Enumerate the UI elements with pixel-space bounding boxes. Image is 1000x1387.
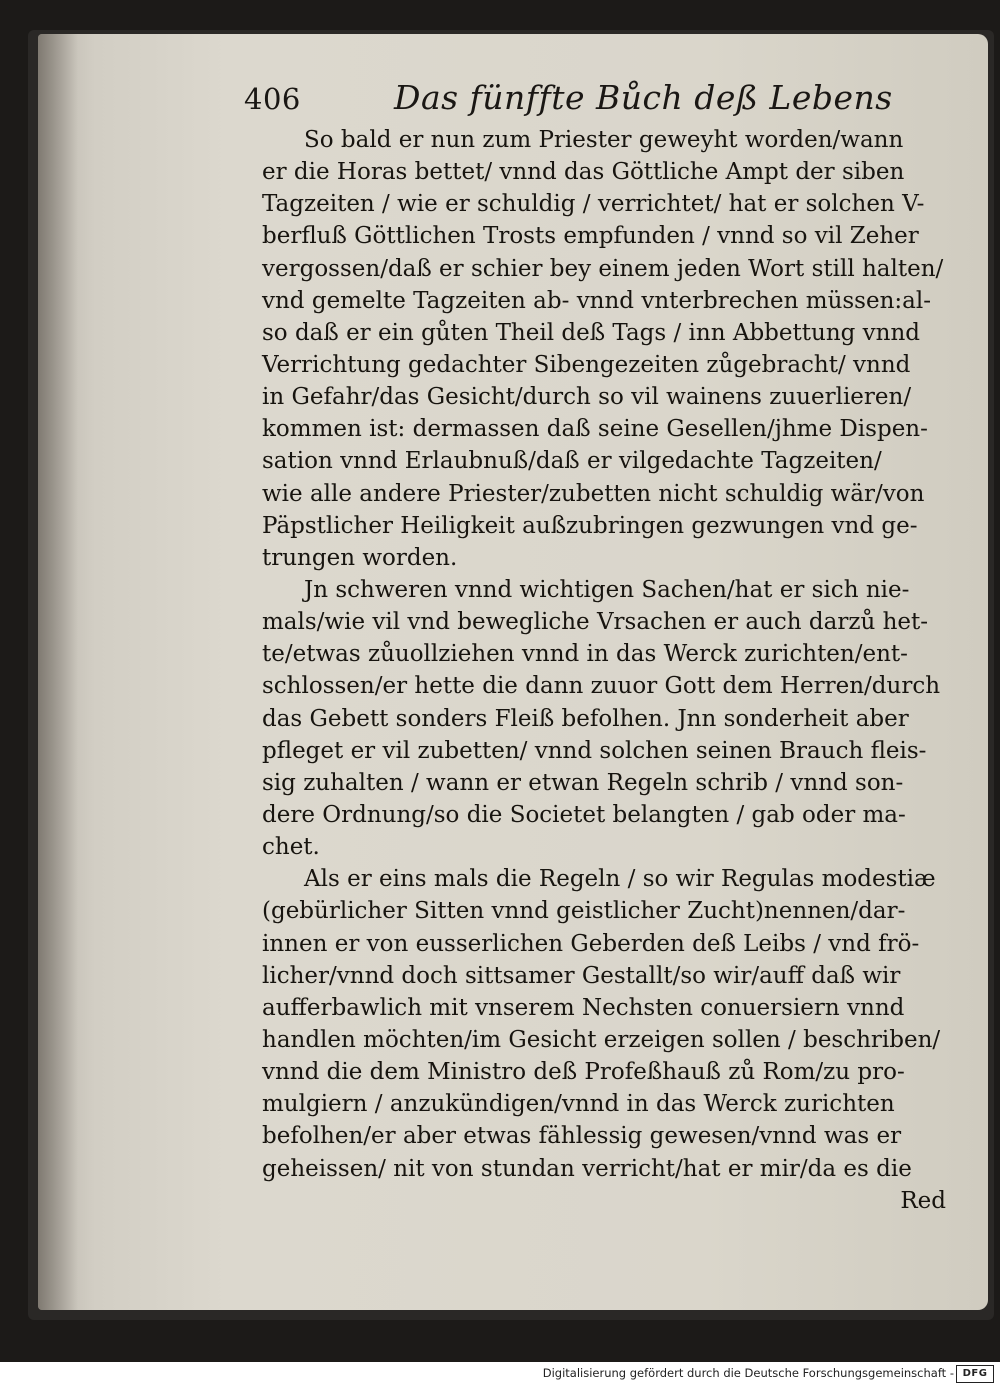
text-line: das Gebett sonders Fleiß befolhen. Jnn sonderheit aber — [262, 705, 909, 732]
text-line: pfleget er vil zubetten/ vnnd solchen seinen Brauch fleis- — [262, 737, 927, 764]
text-line: geheissen/ nit von stundan verricht/hat er mir/da es die — [262, 1155, 912, 1182]
text-line: schlossen/er hette die dann zuuor Gott dem Herren/durch — [262, 673, 941, 700]
text-line: berfluß Göttlichen Trosts empfunden / vnnd so vil Zeher — [262, 223, 919, 250]
text-line: wie alle andere Priester/zubetten nicht schuldig wär/von — [262, 480, 925, 507]
text-line: mulgiern / anzukündigen/vnnd in das Werck zurichten — [262, 1091, 895, 1118]
text-line: vnnd die dem Ministro deß Profeßhauß zů Rom/zu pro- — [262, 1059, 905, 1086]
funding-credit: Digitalisierung gefördert durch die Deutsche Forschungsgemeinschaft - — [542, 1366, 954, 1380]
text-line: So bald er nun zum Priester geweyht worden/wann — [304, 127, 904, 153]
text-line: Tagzeiten / wie er schuldig / verrichtet/ hat er solchen V- — [262, 191, 925, 218]
text-line: innen er von eusserlichen Geberden deß Leibs / vnd frö- — [262, 930, 920, 957]
page-number: 406 — [244, 82, 301, 116]
text-line: kommen ist: dermassen daß seine Gesellen/jhme Dispen- — [262, 416, 928, 443]
text-line: in Gefahr/das Gesicht/durch so vil wainens zuuerlieren/ — [262, 384, 912, 411]
text-line: (gebürlicher Sitten vnnd geistlicher Zucht)nennen/dar- — [262, 898, 906, 925]
catchword: Red — [900, 1187, 946, 1214]
body-text — [262, 124, 946, 1217]
text-line: te/etwas zůuollziehen vnnd in das Werck zurichten/ent- — [262, 641, 908, 668]
text-line: befolhen/er aber etwas fählessig gewesen/vnnd was er — [262, 1123, 902, 1150]
text-line: Päpstlicher Heiligkeit außzubringen gezwungen vnd ge- — [262, 512, 918, 539]
text-line: licher/vnnd doch sittsamer Gestallt/so wir/auff daß wir — [262, 962, 901, 989]
text-line: Jn schweren vnnd wichtigen Sachen/hat er sich nie- — [304, 576, 910, 603]
text-line: aufferbawlich mit vnserem Nechsten conuersiern vnnd — [262, 994, 905, 1021]
page-header — [244, 72, 944, 128]
text-line: chet. — [262, 834, 320, 861]
page-gutter-shadow — [38, 34, 78, 1310]
text-line: sation vnnd Erlaubnuß/daß er vilgedachte Tagzeiten/ — [262, 448, 882, 475]
text-line: vergossen/daß er schier bey einem jeden Wort still halten/ — [262, 255, 944, 282]
text-line: Als er eins mals die Regeln / so wir Regulas modestiæ — [304, 866, 936, 893]
text-line: Verrichtung gedachter Sibengezeiten zůgebracht/ vnnd — [262, 351, 911, 378]
text-line: mals/wie vil vnd bewegliche Vrsachen er auch darzů het- — [262, 609, 929, 636]
text-line: trungen worden. — [262, 544, 458, 571]
dfg-logo: DFG — [956, 1365, 994, 1383]
footer-bar — [0, 1362, 1000, 1387]
text-line: dere Ordnung/so die Societet belangten / gab oder ma- — [262, 801, 906, 828]
text-line: sig zuhalten / wann er etwan Regeln schrib / vnnd son- — [262, 769, 904, 796]
text-line: so daß er ein gůten Theil deß Tags / inn Abbettung vnnd — [262, 319, 921, 346]
text-line: er die Horas bettet/ vnnd das Göttliche Ampt der siben — [262, 159, 905, 186]
text-line: handlen möchten/im Gesicht erzeigen sollen / beschriben/ — [262, 1026, 941, 1053]
text-line: vnd gemelte Tagzeiten ab- vnnd vnterbrechen müssen:al- — [262, 287, 931, 314]
running-title: Das fünffte Bůch deß Lebens — [394, 78, 893, 117]
